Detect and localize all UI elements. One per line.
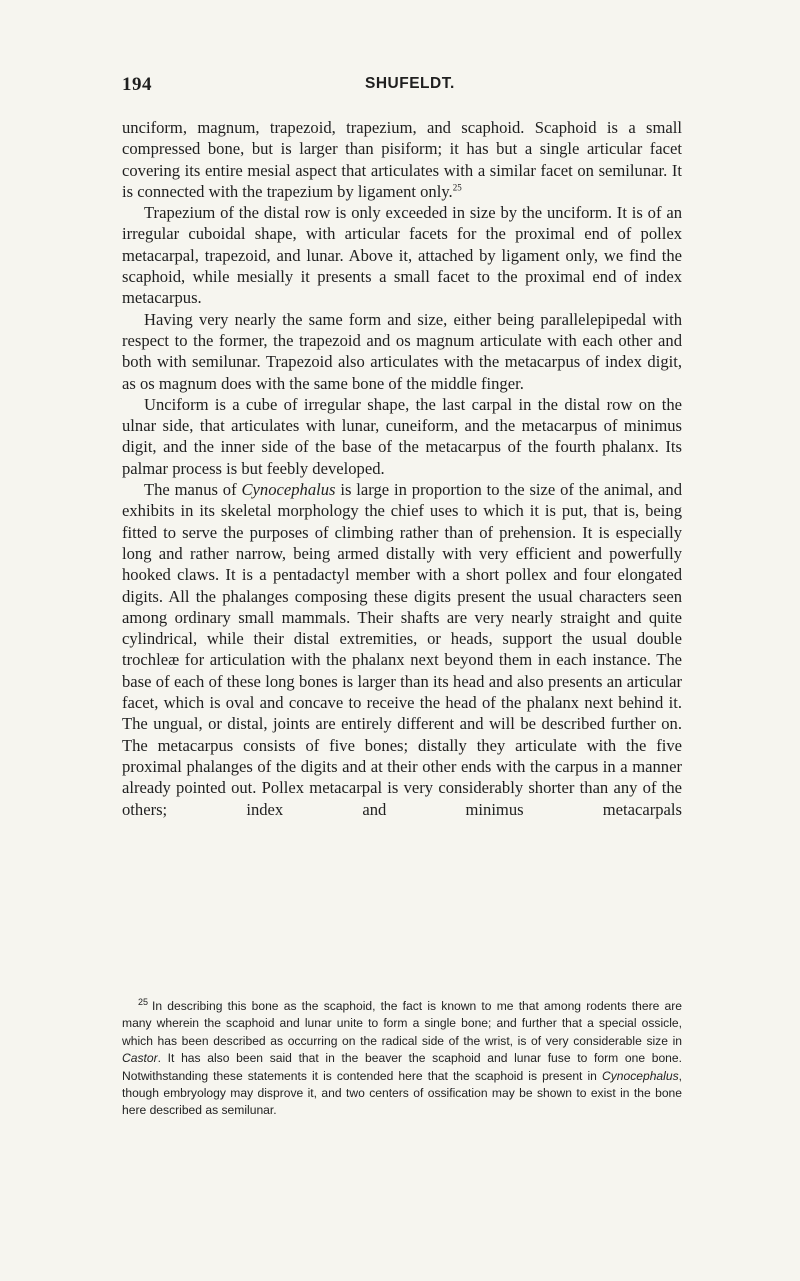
paragraph-2: Trapezium of the distal row is only exceeded in size by the unciform. It is of an irregular cuboidal shape, with articular facets for the proximal end of pollex metacarpal, trapezoid, and lunar. Above it, attached by ligament only, we find the scaphoid, while mesially it presents a small facet to the proximal end of index metacarpus. [122,203,682,308]
footnote-text-2: . It has also been said that in the beaver the scaphoid and lunar fuse to form one bone. Notwithstanding these statements it is contended here that the scaphoid is present in [122,1051,682,1083]
running-head: SHUFELDT. [365,75,455,92]
paragraph-1-text: unciform, magnum, trapezoid, trapezium, and scaphoid. Scaphoid is a small compressed bone, but is larger than pisiform; it has but a single articular facet covering its entire mesial aspect that articulates with a similar facet on semilunar. It is connected with the trapezium by ligament only. [122,118,682,201]
genus-name: Cynocephalus [241,480,336,500]
footnote-genus-cynocephalus: Cynocephalus [601,1068,679,1083]
paragraph-3: Having very nearly the same form and size, either being parallelepipedal with respect to the former, the trapezoid and os magnum articulate with each other and both with semilunar. Trapezoid also articulates with the metacarpus of index digit, as os magnum does with the same bone of the middle finger. [122,309,682,393]
paragraph-5 [122,479,682,820]
footnote-text-1: In describing this bone as the scaphoid, the fact is known to me that among rodents there are many wherein the scaphoid and lunar unite to form a single bone; and further that a special ossicle, which has been described as occurring on the radical side of the wrist, is of very considerable size in [122,999,682,1048]
page-header [122,74,682,98]
footnote-text-3: , though embryology may disprove it, and two centers of ossification may be shown to exist in the bone here described as semilunar. [122,1068,682,1118]
paragraph-4: Unciform is a cube of irregular shape, the last carpal in the distal row on the ulnar side, that articulates with lunar, cuneiform, and the metacarpus of minimus digit, and the inner side of the base of the metacarpus of the fourth phalanx. Its palmar process is but feebly developed. [122,394,682,478]
footnotes [122,998,682,1120]
paragraph-5-text-after: is large in proportion to the size of the animal, and exhibits in its skeletal morphology the chief uses to which it is put, that is, being fitted to serve the purposes of climbing rather than of prehension. It is especially long and rather narrow, being armed distally with very efficient and powerfully hooked claws. It is a pentadactyl member with a short pollex and four elongated digits. All the phalanges composing these digits present the usual characters seen among ordinary small mammals. Their shafts are very nearly straight and quite cylindrical, while their distal extremities, or heads, support the usual double trochleæ for articulation with the phalanx next beyond them in each instance. The base of each of these long bones is larger than its head and also presents an articular facet, which is oval and concave to receive the head of the phalanx next behind it. The ungual, or distal, joints are entirely different and will be described further on. The metacarpus consists of five bones; distally they articulate with the five proximal phalanges of the digits and at their other ends with the carpus in a manner already pointed out. Pollex metacarpal is very considerably shorter than any of the others; index and minimus metacarpals [122,480,683,819]
paragraph-5-text-before: The manus of [144,480,242,500]
footnote-reference[interactable]: 25 [452,182,462,193]
page-number: 194 [122,74,152,95]
paragraph-1 [122,117,682,202]
body-text [122,117,682,820]
footnote-mark: 25 [138,996,149,1007]
footnote-genus-castor: Castor [122,1051,158,1066]
footnote [122,998,682,1120]
